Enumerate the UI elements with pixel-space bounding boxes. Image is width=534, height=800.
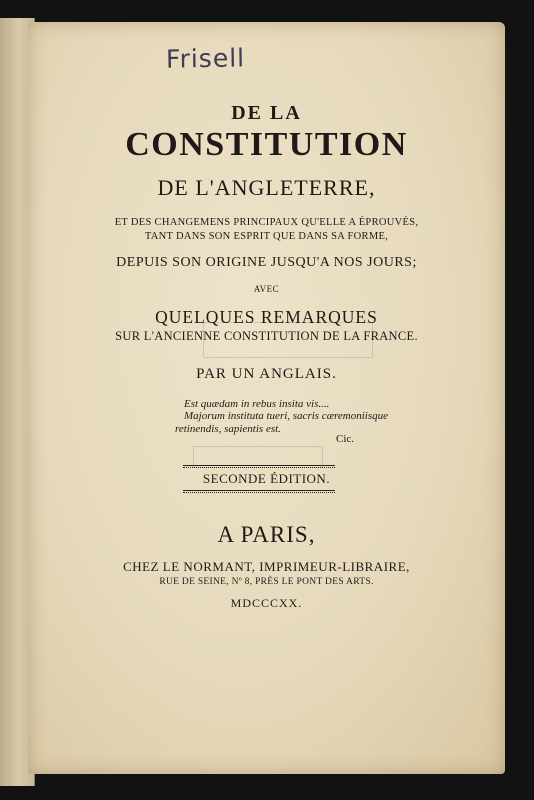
- epigraph-line: retinendis, sapientis est.: [175, 423, 281, 435]
- subtitle-remarques: QUELQUES REMARQUES: [155, 307, 378, 327]
- author-line: PAR UN ANGLAIS.: [196, 366, 337, 382]
- title-line-de-la: DE LA: [231, 102, 302, 124]
- title-main: CONSTITUTION: [125, 126, 408, 163]
- imprint-publisher: CHEZ LE NORMANT, IMPRIMEUR-LIBRAIRE,: [123, 559, 410, 574]
- imprint-city: A PARIS,: [217, 522, 316, 547]
- imprint-address: RUE DE SEINE, Nº 8, PRÈS LE PONT DES ARTS.: [159, 577, 374, 587]
- epigraph-line: Majorum instituta tueri, sacris cæremoniisque: [184, 410, 389, 422]
- imprint-year: MDCCCXX.: [230, 596, 303, 610]
- ornamental-rule: [183, 465, 335, 468]
- ornamental-rule: [183, 490, 335, 493]
- subtitle-line: TANT DANS SON ESPRIT QUE DANS SA FORME,: [144, 231, 389, 242]
- handwritten-inscription: Frisell: [165, 43, 246, 74]
- epigraph-line: Est quædam in rebus insita vis....: [184, 398, 330, 410]
- epigraph-attribution: Cic.: [336, 433, 355, 445]
- subtitle-line: ET DES CHANGEMENS PRINCIPAUX QU'ELLE A ÉPROUVÉS,: [114, 217, 419, 228]
- title-page: [28, 22, 505, 774]
- subtitle-connector: AVEC: [253, 284, 280, 294]
- subtitle-line: DEPUIS SON ORIGINE JUSQU'A NOS JOURS;: [116, 255, 417, 270]
- subtitle-line: SUR L'ANCIENNE CONSTITUTION DE LA FRANCE.: [115, 329, 418, 343]
- edition-label: SECONDE ÉDITION.: [202, 471, 331, 486]
- title-subject: DE L'ANGLETERRE,: [157, 175, 376, 200]
